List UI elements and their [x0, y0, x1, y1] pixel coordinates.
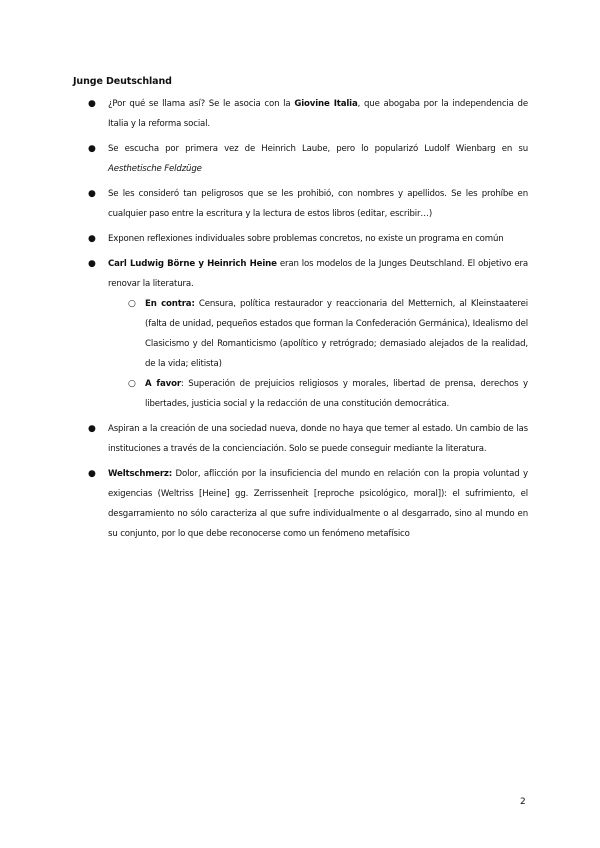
text-run: Weltschmerz:	[108, 469, 173, 479]
text-run: Aesthetische Feldzüge	[108, 164, 202, 174]
text-run: Carl Ludwig Börne y Heinrich Heine	[108, 259, 277, 269]
text-run: eran los modelos de la Junges Deutschland. El objetivo era renovar la literatura.	[108, 259, 528, 289]
text-run: Exponen reflexiones individuales sobre problemas concretos, no existe un programa en común	[108, 234, 504, 244]
list-item-text	[108, 419, 528, 459]
text-run: Aspiran a la creación de una sociedad nueva, donde no haya que temer al estado. Un cambio de las instituciones a través de la concienciación. Solo se puede conseguir mediante la literatura.	[108, 424, 528, 454]
text-run: Censura, política restaurador y reaccionaria del Metternich, al Kleinstaaterei (falta de unidad, pequeños estados que forman la Confederación Germánica), Idealismo del Clasicismo y del Romanticismo (apolítico y retrógrado; demasiado alejados de la realidad, de la vida; elitista)	[145, 299, 528, 369]
list-item	[0, 94, 600, 134]
list-item	[0, 419, 600, 459]
page-number: 2	[520, 797, 526, 807]
list-item	[0, 254, 600, 414]
sub-list-item	[0, 294, 600, 374]
text-run: Se les consideró tan peligrosos que se les prohibió, con nombres y apellidos. Se les prohíbe en cualquier paso entre la escritura y la lectura de estos libros (editar, escribir…)	[108, 189, 528, 219]
list-item-text	[108, 94, 528, 134]
list-item-text	[108, 184, 528, 224]
text-run: En contra:	[145, 299, 195, 309]
bullet-icon: ●	[88, 259, 96, 269]
section-heading: Junge Deutschland	[73, 76, 172, 87]
text-run: Se escucha por primera vez de Heinrich Laube, pero lo popularizó Ludolf Wienbarg en su	[108, 144, 528, 154]
sub-list-item-text	[145, 374, 528, 414]
circle-bullet-icon: ○	[128, 299, 136, 309]
bullet-icon: ●	[88, 189, 96, 199]
bullet-icon: ●	[88, 99, 96, 109]
text-run: A favor	[145, 379, 181, 389]
list-item	[0, 229, 600, 249]
text-run: Dolor, aflicción por la insuficiencia del mundo en relación con la propia voluntad y exigencias (Weltriss [Heine] gg. Zerrissenheit [reproche psicológico, moral]): el sufrimiento, el desgarramiento no sólo caracteriza al que sufre individualmente o al desgarrado, sino al mundo en su conjunto, por lo que debe reconocerse como un fenómeno metafísico	[108, 469, 528, 539]
list-item	[0, 139, 600, 179]
list-item-text	[108, 139, 528, 179]
text-run: , que abogaba por la independencia de Italia y la reforma social.	[108, 99, 528, 129]
text-run: ¿Por qué se llama así? Se le asocia con la	[108, 99, 295, 109]
sub-list-item-text	[145, 294, 528, 374]
bullet-icon: ●	[88, 144, 96, 154]
list-item-text	[108, 464, 528, 544]
bullet-list	[0, 94, 600, 549]
list-item-text	[108, 229, 528, 249]
text-run: : Superación de prejuicios religiosos y morales, libertad de prensa, derechos y libertades, justicia social y la redacción de una constitución democrática.	[145, 379, 528, 409]
text-run: Giovine Italia	[294, 99, 358, 109]
bullet-icon: ●	[88, 469, 96, 479]
sub-list-item	[0, 374, 600, 414]
circle-bullet-icon: ○	[128, 379, 136, 389]
list-item	[0, 464, 600, 544]
list-item	[0, 184, 600, 224]
bullet-icon: ●	[88, 424, 96, 434]
list-item-text	[108, 254, 528, 294]
sub-list	[0, 294, 600, 414]
bullet-icon: ●	[88, 234, 96, 244]
